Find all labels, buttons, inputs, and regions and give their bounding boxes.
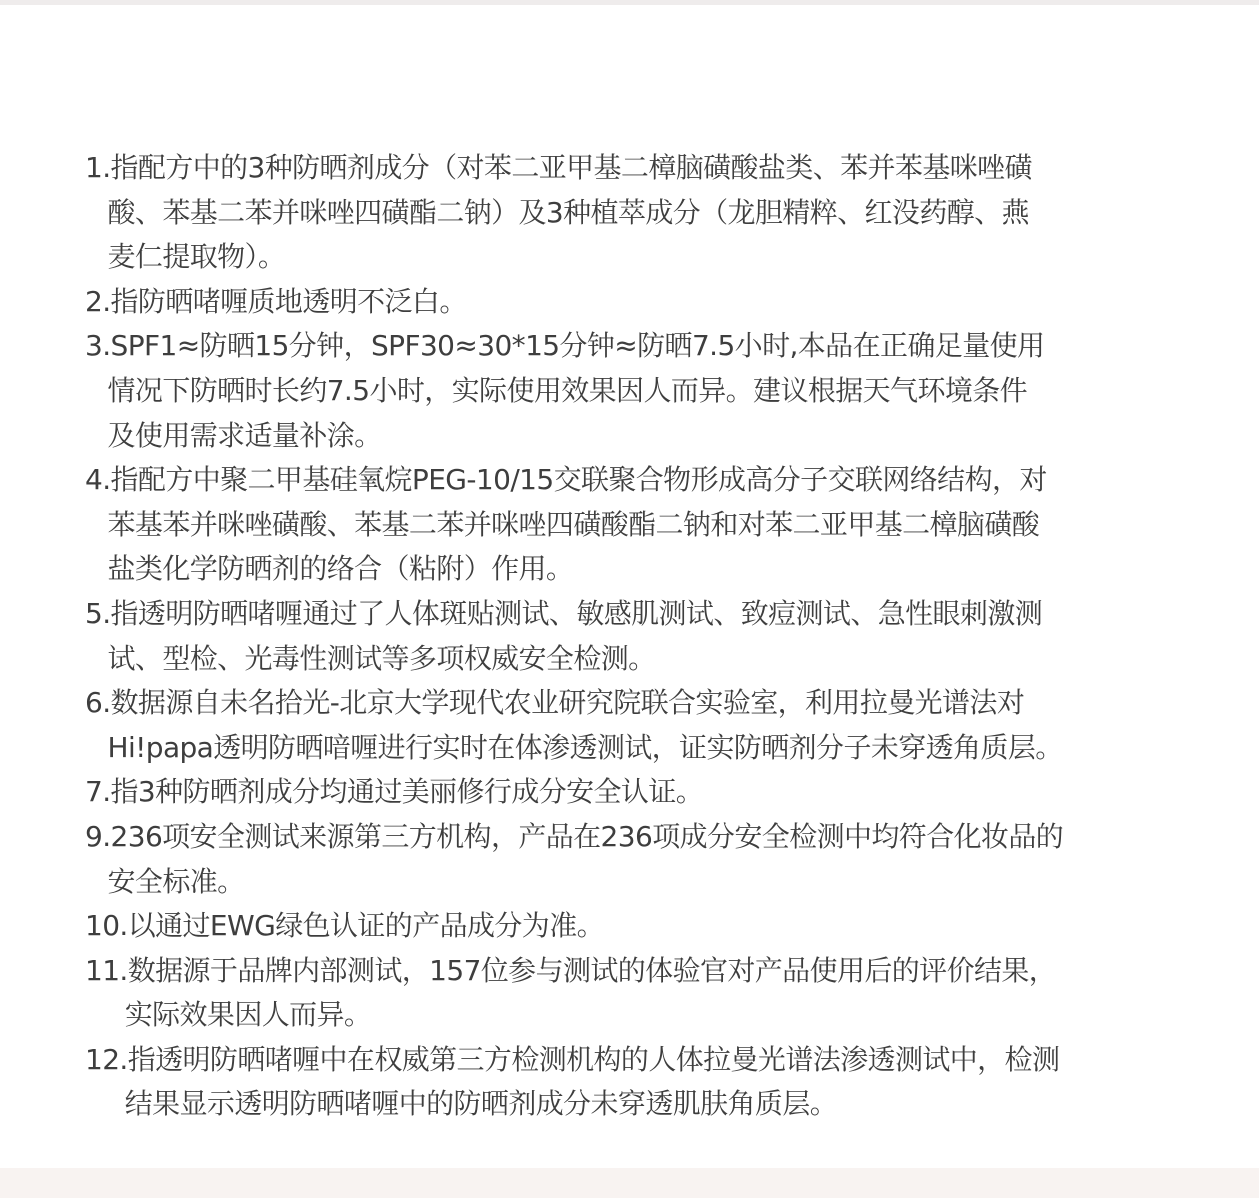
footnote-item: [85, 280, 1225, 325]
footnote-line: 数据源于品牌内部测试，157位参与测试的体验官对产品使用后的评价结果，: [127, 953, 1057, 987]
footnote-item: [85, 815, 1225, 904]
footnote-line: 结果显示透明防晒啫喱中的防晒剂成分未穿透肌肤角质层。: [124, 1087, 838, 1121]
footnote-line: 指防晒啫喱质地透明不泛白。: [110, 284, 467, 318]
footnote-item: [85, 770, 1225, 815]
footnote-number: 1.: [85, 151, 111, 184]
footnote-number: 3.: [85, 329, 111, 363]
footnote-item: [85, 1038, 1225, 1127]
footnote-text: [107, 324, 1045, 458]
footnote-text: [107, 458, 1047, 592]
footnote-line: 情况下防晒时长约7.5小时，实际使用效果因人而异。建议根据天气环境条件: [107, 373, 1028, 407]
footnote-text: [124, 949, 1057, 1038]
footnote-item: [85, 146, 1225, 280]
footnote-line: Hi!papa透明防晒喑喱进行实时在体渗透测试，证实防晒剂分子未穿透角质层。: [107, 730, 1063, 764]
footnote-line: 试、型检、光毒性测试等多项权威安全检测。: [107, 641, 656, 675]
footnote-number: 9.: [85, 819, 111, 853]
bottom-divider: [0, 1168, 1259, 1198]
footnote-number: 7.: [85, 775, 111, 809]
footnote-line: 指透明防晒啫喱中在权威第三方检测机构的人体拉曼光谱法渗透测试中，检测: [127, 1042, 1060, 1076]
footnote-item: [85, 592, 1225, 681]
footnote-line: 麦仁提取物）。: [107, 240, 286, 274]
footnote-number: 11.: [85, 953, 128, 987]
footnote-line: 指配方中聚二甲基硅氧烷PEG-10/15交联聚合物形成高分子交联网络结构，对: [110, 463, 1047, 497]
footnote-line: 实际效果因人而异。: [124, 998, 372, 1032]
footnote-line: 以通过EWG绿色认证的产品成分为准。: [127, 909, 605, 943]
footnote-line: 数据源自未名拾光-北京大学现代农业研究院联合实验室，利用拉曼光谱法对: [110, 686, 1025, 720]
footnote-line: 及使用需求适量补涂。: [107, 418, 382, 452]
footnote-line: 苯基苯并咪唑磺酸、苯基二苯并咪唑四磺酸酯二钠和对苯二亚甲基二樟脑磺酸: [107, 507, 1040, 541]
footnote-line: 指配方中的3种防晒剂成分（对苯二亚甲基二樟脑磺酸盐类、苯并苯基咪唑磺: [110, 151, 1032, 184]
footnote-line: 指3种防晒剂成分均通过美丽修行成分安全认证。: [110, 775, 704, 809]
footnote-line: 盐类化学防晒剂的络合（粘附）作用。: [107, 552, 574, 586]
footnote-list: [85, 146, 1225, 1127]
footnote-number: 4.: [85, 463, 111, 497]
footnote-text: [107, 146, 1032, 280]
footnote-number: 2.: [85, 284, 111, 318]
footnote-line: 236项安全测试来源第三方机构，产品在236项成分安全检测中均符合化妆品的: [110, 819, 1064, 853]
footnote-item: [85, 681, 1225, 770]
footnote-text: [107, 815, 1064, 904]
footnote-item: [85, 949, 1225, 1038]
footnote-line: 安全标准。: [107, 864, 245, 898]
footnote-text: [107, 681, 1063, 770]
footnote-text: [111, 280, 467, 325]
footnote-number: 10.: [85, 909, 128, 943]
footnote-item: [85, 324, 1225, 458]
footnote-number: 6.: [85, 686, 111, 720]
footnote-text: [124, 1038, 1060, 1127]
footnote-line: SPF1≈防晒15分钟，SPF30≈30*15分钟≈防晒7.5小时,本品在正确足量使用: [110, 329, 1045, 363]
footnote-text: [128, 904, 604, 949]
footnote-number: 12.: [85, 1042, 128, 1076]
footnote-line: 指透明防晒啫喱通过了人体斑贴测试、敏感肌测试、致痘测试、急性眼刺激测: [110, 596, 1043, 630]
top-divider: [0, 0, 1259, 5]
footnote-line: 酸、苯基二苯并咪唑四磺酯二钠）及3种植萃成分（龙胆精粹、红没药醇、燕: [107, 195, 1029, 229]
footnote-item: [85, 904, 1225, 949]
footnote-text: [111, 770, 704, 815]
footnote-number: 5.: [85, 596, 111, 630]
footnote-text: [107, 592, 1043, 681]
footnote-item: [85, 458, 1225, 592]
